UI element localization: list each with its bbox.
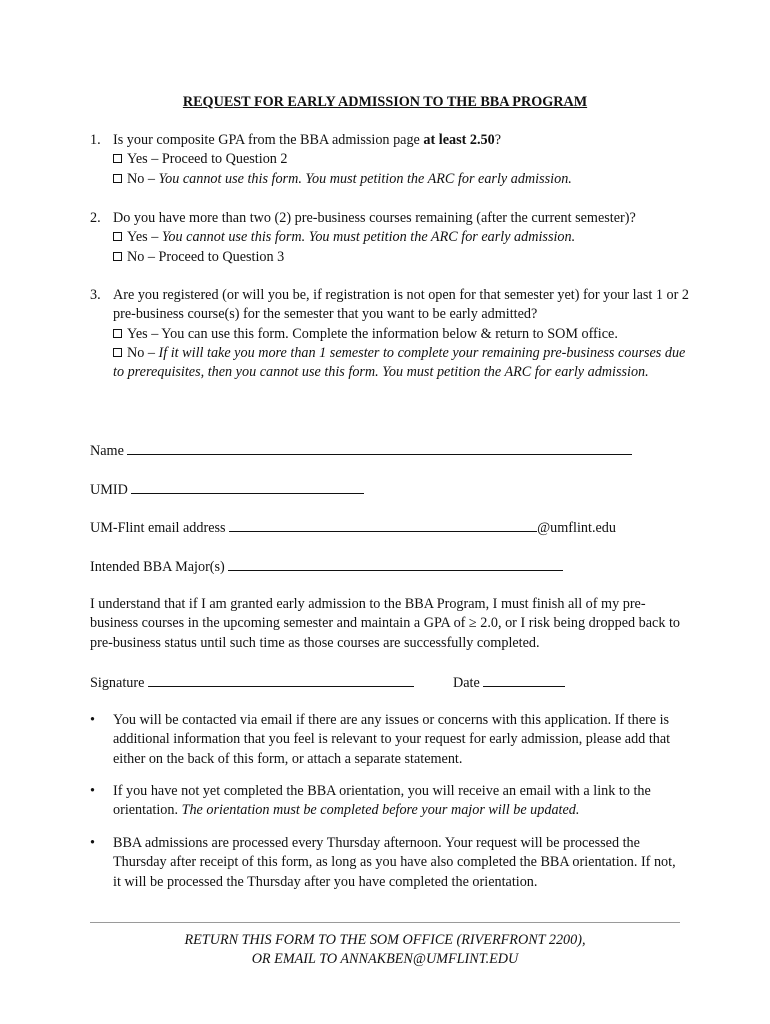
- checkbox[interactable]: [113, 348, 122, 357]
- signature-label: Signature: [90, 675, 145, 691]
- signature-input-line[interactable]: [148, 672, 414, 687]
- email-domain-suffix: @umflint.edu: [537, 520, 616, 536]
- question-3: [90, 286, 690, 382]
- email-input-line[interactable]: [229, 517, 537, 532]
- gpa-statement: I understand that if I am granted early admission to the BBA Program, I must finish all of my pre-business courses in the upcoming semester and maintain a GPA of ≥ 2.0, or I risk being dropped back to pre-business status until such time as those courses are successfully completed.: [90, 596, 681, 651]
- checkbox[interactable]: [113, 232, 122, 241]
- date-input-line[interactable]: [483, 672, 565, 687]
- question-1: [90, 131, 690, 189]
- option-no[interactable]: No – You cannot use this form. You must petition the ARC for early admission.: [113, 170, 690, 189]
- question-number: 3.: [90, 287, 101, 303]
- divider: [90, 922, 680, 923]
- bullet-dot: •: [90, 712, 95, 728]
- name-field: [90, 440, 632, 460]
- bullet-dot: •: [90, 783, 95, 799]
- question-text: Do you have more than two (2) pre-business courses remaining (after the current semester)?: [113, 210, 636, 226]
- name-input-line[interactable]: [127, 440, 632, 455]
- checkbox[interactable]: [113, 329, 122, 338]
- signature-field: [90, 672, 414, 692]
- bullet-dot: •: [90, 835, 95, 851]
- umid-input-line[interactable]: [131, 479, 364, 494]
- question-number: 1.: [90, 132, 101, 148]
- option-yes[interactable]: Yes – You can use this form. Complete the information below & return to SOM office.: [113, 325, 690, 344]
- question-text: Is your composite GPA from the BBA admission page at least 2.50?: [113, 132, 502, 148]
- umid-field: [90, 479, 364, 499]
- bullet-text: You will be contacted via email if there are any issues or concerns with this application. If there is additional information that you feel is relevant to your request for early admission, please add that either on the back of this form, or attach a separate statement.: [113, 712, 671, 767]
- bullet-contact: [90, 711, 680, 769]
- footer-return-line: RETURN THIS FORM TO THE SOM OFFICE (RIVERFRONT 2200),: [184, 932, 586, 948]
- checkbox[interactable]: [113, 252, 122, 261]
- option-no[interactable]: No – If it will take you more than 1 semester to complete your remaining pre-business courses due to prerequisites, then you cannot use this form. You must petition the ARC for early admission.: [113, 344, 686, 381]
- bullet-text: BBA admissions are processed every Thursday afternoon. Your request will be processed the Thursday after receipt of this form, as long as you have also completed the BBA orientation. If not, it will be processed the Thursday after you have completed the orientation.: [113, 835, 676, 890]
- checkbox[interactable]: [113, 154, 122, 163]
- option-yes[interactable]: Yes – You cannot use this form. You must petition the ARC for early admission.: [113, 228, 690, 247]
- form-title: REQUEST FOR EARLY ADMISSION TO THE BBA PROGRAM: [182, 94, 588, 110]
- question-number: 2.: [90, 210, 101, 226]
- major-field: [90, 556, 563, 576]
- bullet-orientation: [90, 782, 680, 821]
- date-field: [453, 672, 565, 692]
- question-2: [90, 209, 690, 267]
- major-label: Intended BBA Major(s): [90, 559, 225, 575]
- bullet-text: If you have not yet completed the BBA orientation, you will receive an email with a link to the orientation. The orientation must be completed before your major will be updated.: [113, 783, 651, 819]
- date-label: Date: [453, 675, 480, 691]
- email-field: [90, 517, 616, 537]
- option-yes[interactable]: Yes – Proceed to Question 2: [113, 150, 690, 169]
- umid-label: UMID: [90, 482, 128, 498]
- footer-email-line: OR EMAIL TO ANNAKBEN@UMFLINT.EDU: [251, 951, 519, 967]
- name-label: Name: [90, 443, 124, 459]
- major-input-line[interactable]: [228, 556, 563, 571]
- question-text: Are you registered (or will you be, if registration is not open for that semester yet) for your last 1 or 2 pre-business course(s) for the semester that you want to be early admitted?: [113, 287, 690, 323]
- checkbox[interactable]: [113, 174, 122, 183]
- bullet-processing: [90, 834, 680, 892]
- option-no[interactable]: No – Proceed to Question 3: [113, 248, 690, 267]
- email-label: UM-Flint email address: [90, 520, 226, 536]
